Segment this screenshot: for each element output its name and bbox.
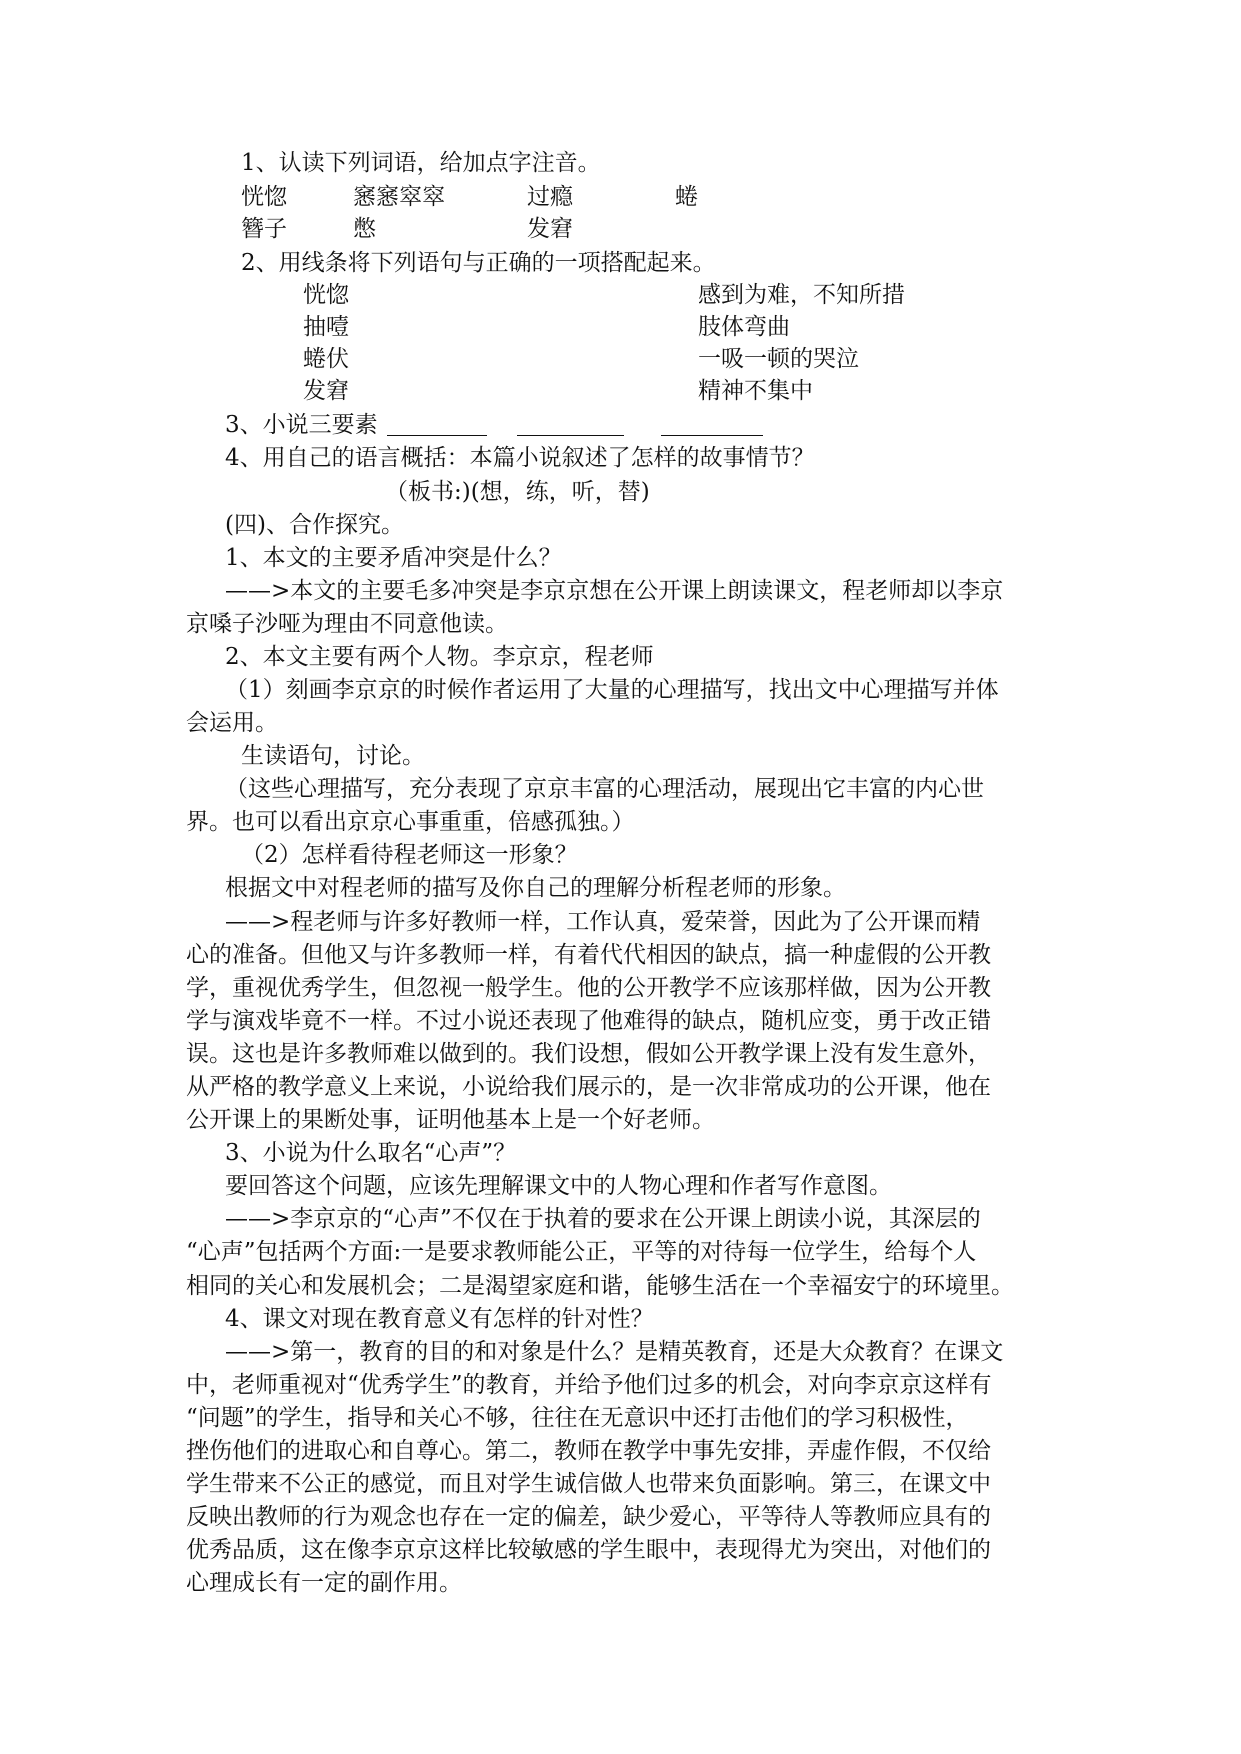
- q1-word: 过瘾: [527, 184, 573, 210]
- q2-left-item: 抽噎: [303, 314, 349, 340]
- q1-word: 发窘: [527, 216, 573, 242]
- sub-question: 会运用。: [186, 710, 278, 736]
- question-heading: 2、本文主要有两个人物。李京京，程老师: [225, 644, 654, 670]
- body-line: 生读语句，讨论。: [241, 743, 425, 769]
- q1-word: 恍惚: [241, 184, 287, 210]
- answer-line: 心理成长有一定的副作用。: [186, 1570, 462, 1596]
- answer-blank: [387, 435, 487, 436]
- question-heading: 1、本文的主要矛盾冲突是什么？: [225, 545, 562, 571]
- q4-text: 4、用自己的语言概括：本篇小说叙述了怎样的故事情节？: [225, 445, 815, 471]
- answer-line: 挫伤他们的进取心和自尊心。第二，教师在教学中事先安排，弄虚作假，不仅给: [186, 1438, 991, 1464]
- answer-line: 优秀品质，这在像李京京这样比较敏感的学生眼中，表现得尤为突出，对他们的: [186, 1537, 991, 1563]
- answer-line: ——>李京京的“心声”不仅在于执着的要求在公开课上朗读小说，其深层的: [225, 1206, 981, 1232]
- body-line: 界。也可以看出京京心事重重，倍感孤独。）: [186, 809, 635, 835]
- answer-line: “心声”包括两个方面:一是要求教师能公正，平等的对待每一位学生，给每个人: [186, 1239, 977, 1265]
- answer-line: ——>程老师与许多好教师一样，工作认真，爱荣誉，因此为了公开课而精: [225, 909, 981, 935]
- q2-left-item: 恍惚: [303, 282, 349, 308]
- q4-board: （板书:)(想，练，听，替): [385, 479, 650, 505]
- q2-right-item: 感到为难，不知所措: [698, 282, 905, 308]
- answer-line: 误。这也是许多教师难以做到的。我们设想，假如公开教学课上没有发生意外，: [186, 1041, 991, 1067]
- answer-line: “问题”的学生，指导和关心不够，往往在无意识中还打击他们的学习积极性，: [186, 1405, 969, 1431]
- sub-question: （1）刻画李京京的时候作者运用了大量的心理描写，找出文中心理描写并体: [225, 677, 999, 703]
- answer-line: 心的准备。但他又与许多教师一样，有着代代相因的缺点，搞一种虚假的公开教: [186, 942, 991, 968]
- question-heading: 3、小说为什么取名“心声”？: [225, 1140, 517, 1166]
- q1-word: 蜷: [675, 184, 698, 210]
- answer-line: ——>第一，教育的目的和对象是什么？是精英教育，还是大众教育？在课文: [225, 1339, 1004, 1365]
- answer-line: 反映出教师的行为观念也存在一定的偏差，缺少爱心，平等待人等教师应具有的: [186, 1504, 991, 1530]
- q1-title: 1、认读下列词语，给加点字注音。: [241, 150, 601, 176]
- answer-line: 学与演戏毕竟不一样。不过小说还表现了他难得的缺点，随机应变，勇于改正错: [186, 1008, 991, 1034]
- q3-blanks: [0, 409, 1241, 441]
- q2-left-item: 蜷伏: [303, 346, 349, 372]
- answer-line: 中，老师重视对“优秀学生”的教育，并给予他们过多的机会，对向李京京这样有: [186, 1372, 992, 1398]
- q1-word: 窸窸窣窣: [353, 184, 445, 210]
- q1-word: 憋: [353, 216, 376, 242]
- q1-word: 簪子: [241, 216, 287, 242]
- q2-right-item: 一吸一顿的哭泣: [698, 346, 859, 372]
- answer-line: 京嗓子沙哑为理由不同意他读。: [186, 611, 508, 637]
- answer-line: 相同的关心和发展机会；二是渴望家庭和谐，能够生活在一个幸福安宁的环境里。: [186, 1273, 1014, 1299]
- body-line: 根据文中对程老师的描写及你自己的理解分析程老师的形象。: [225, 875, 846, 901]
- answer-blank: [517, 435, 624, 436]
- section-title: (四)、合作探究。: [225, 512, 404, 538]
- q2-right-item: 精神不集中: [698, 378, 813, 404]
- answer-line: ——>本文的主要毛多冲突是李京京想在公开课上朗读课文，程老师却以李京: [225, 578, 1004, 604]
- q2-right-item: 肢体弯曲: [698, 314, 790, 340]
- question-heading: 4、课文对现在教育意义有怎样的针对性？: [225, 1306, 654, 1332]
- q2-left-item: 发窘: [303, 378, 349, 404]
- q2-title: 2、用线条将下列语句与正确的一项搭配起来。: [241, 250, 716, 276]
- q3-text: 3、小说三要素: [225, 412, 378, 438]
- answer-blank: [661, 435, 763, 436]
- body-line: 要回答这个问题，应该先理解课文中的人物心理和作者写作意图。: [225, 1173, 892, 1199]
- sub-question: （2）怎样看待程老师这一形象？: [241, 842, 578, 868]
- answer-line: 从严格的教学意义上来说，小说给我们展示的，是一次非常成功的公开课，他在: [186, 1074, 991, 1100]
- body-line: （这些心理描写，充分表现了京京丰富的心理活动，展现出它丰富的内心世: [225, 776, 984, 802]
- answer-line: 学，重视优秀学生，但忽视一般学生。他的公开教学不应该那样做，因为公开教: [186, 975, 991, 1001]
- answer-line: 公开课上的果断处事，证明他基本上是一个好老师。: [186, 1107, 715, 1133]
- answer-line: 学生带来不公正的感觉，而且对学生诚信做人也带来负面影响。第三，在课文中: [186, 1471, 991, 1497]
